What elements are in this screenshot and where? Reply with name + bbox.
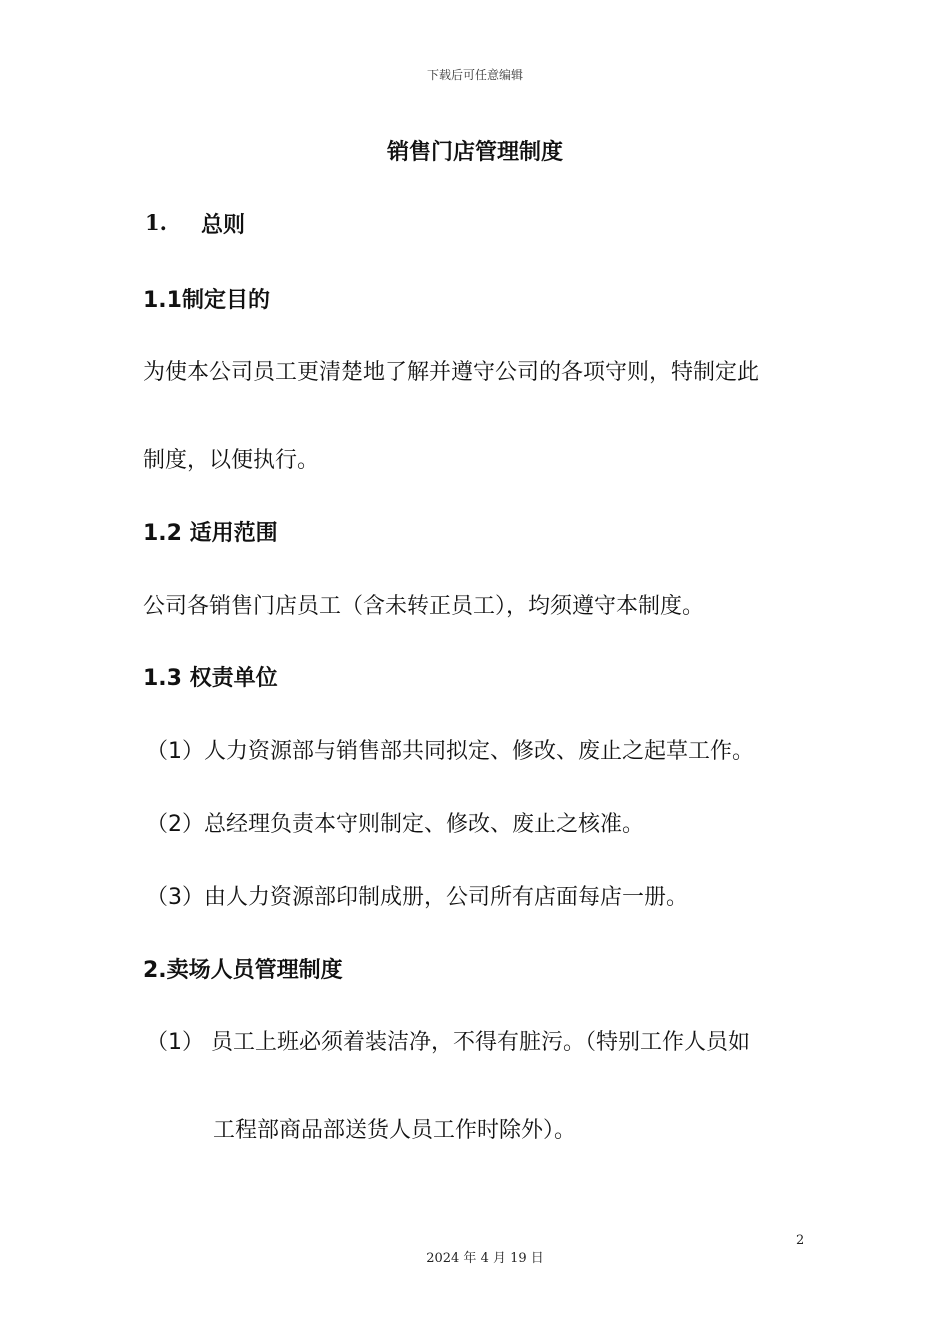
section-1-title: 总则 bbox=[201, 213, 246, 238]
list-item: （1） 员工上班必须着装洁净，不得有脏污。（特别工作人员如 bbox=[146, 1030, 750, 1055]
section-1-number: 1. bbox=[145, 210, 167, 235]
list-item-continuation: 工程部商品部送货人员工作时除外）。 bbox=[213, 1118, 577, 1143]
section-2-heading: 2.卖场人员管理制度 bbox=[143, 958, 343, 983]
section-1-3-heading: 1.3 权责单位 bbox=[143, 666, 278, 691]
paragraph-line: 为使本公司员工更清楚地了解并遵守公司的各项守则，特制定此 bbox=[143, 360, 760, 385]
list-item: （1）人力资源部与销售部共同拟定、修改、废止之起草工作。 bbox=[146, 739, 754, 764]
list-item: （2）总经理负责本守则制定、修改、废止之核准。 bbox=[146, 812, 644, 837]
paragraph-line: 制度，以便执行。 bbox=[143, 448, 320, 473]
page-number: 2 bbox=[796, 1233, 805, 1248]
page-header-note: 下载后可任意编辑 bbox=[426, 68, 523, 82]
list-item: （3）由人力资源部印制成册，公司所有店面每店一册。 bbox=[146, 885, 688, 910]
footer-date: 2024 年 4 月 19 日 bbox=[426, 1251, 544, 1266]
section-1-2-heading: 1.2 适用范围 bbox=[143, 521, 278, 546]
paragraph-line: 公司各销售门店员工（含未转正员工），均须遵守本制度。 bbox=[143, 594, 705, 619]
section-1-1-heading: 1.1制定目的 bbox=[143, 288, 270, 313]
document-title: 销售门店管理制度 bbox=[386, 140, 563, 165]
